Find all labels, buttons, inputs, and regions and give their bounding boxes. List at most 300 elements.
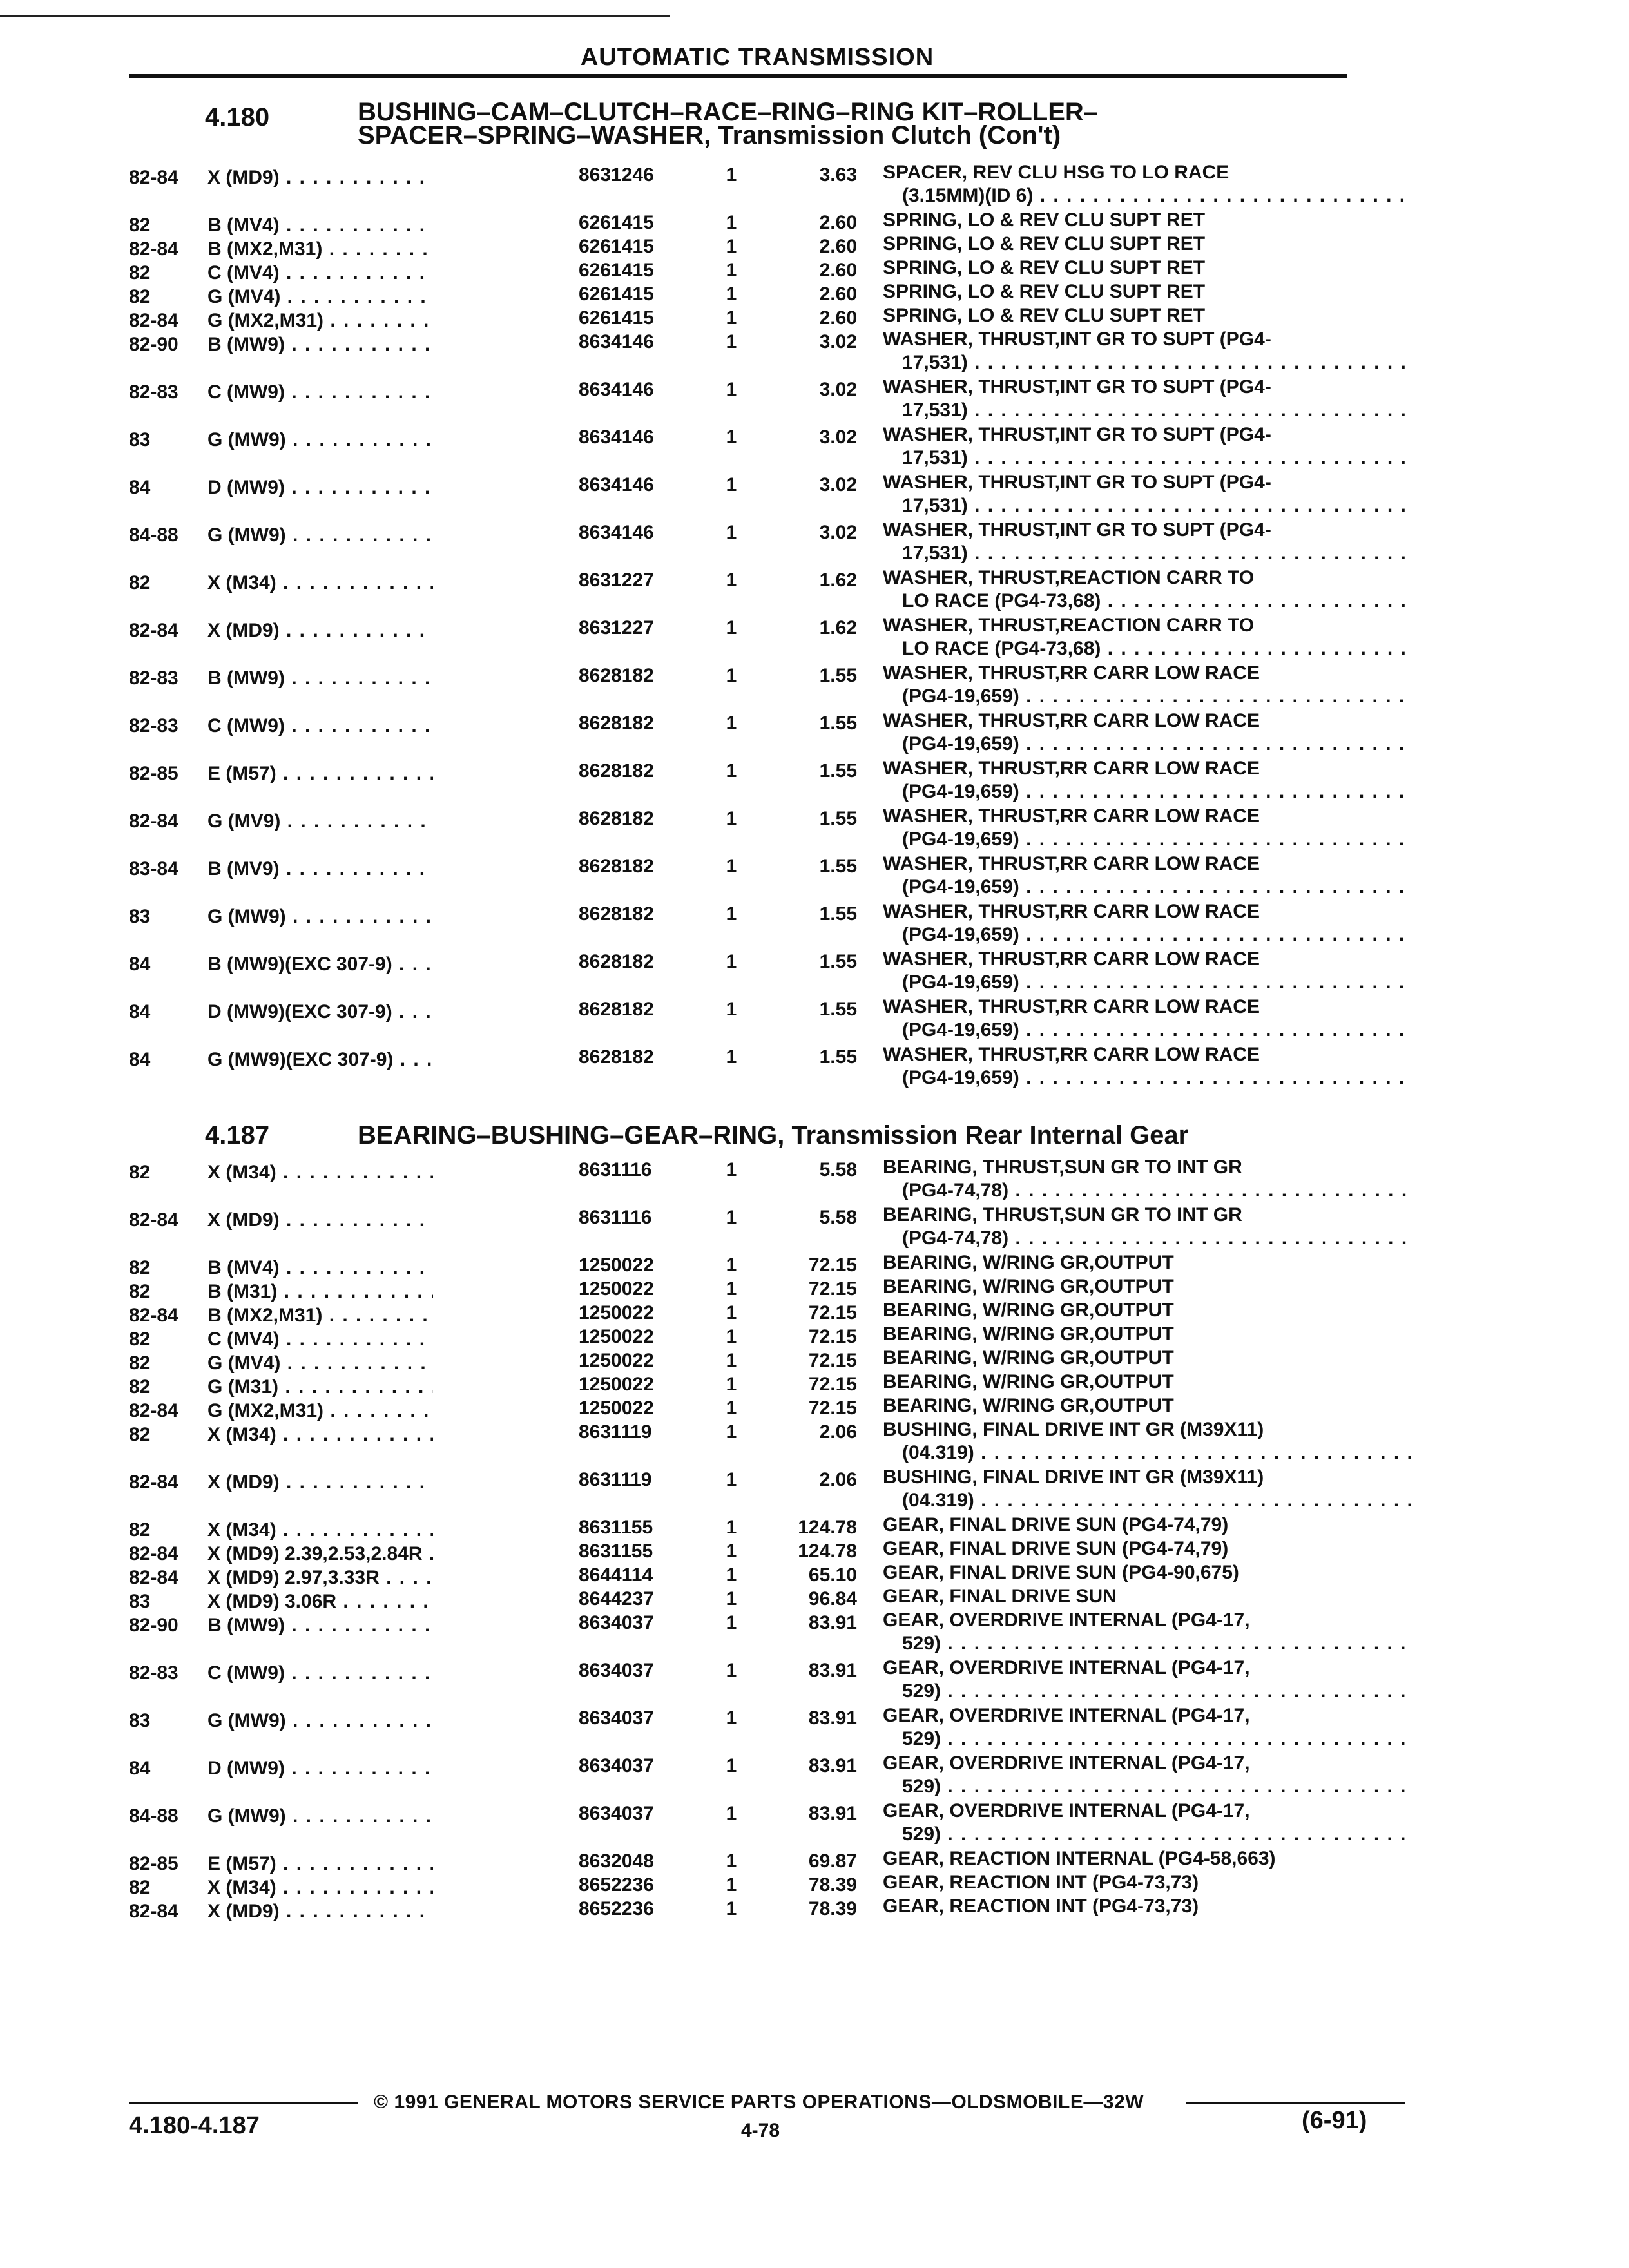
quantity: 1 <box>726 1755 737 1776</box>
list-item <box>129 1850 1411 1874</box>
part-number: 8628182 <box>579 1046 654 1068</box>
description-line2: (PG4-19,659) . . . <box>883 923 1411 947</box>
list-item <box>129 1046 1411 1093</box>
part-number: 8631116 <box>579 1207 652 1228</box>
price: 72.15 <box>808 1278 857 1300</box>
model-code: X (MD9) 2.39,2.53,2.84R . . . <box>207 1542 433 1566</box>
price: 96.84 <box>808 1588 857 1610</box>
list-item <box>129 617 1411 664</box>
part-number: 1250022 <box>579 1350 654 1371</box>
model-year: 82 <box>129 1257 151 1278</box>
list-item <box>129 1659 1411 1707</box>
model-year: 82-84 <box>129 1901 178 1922</box>
description <box>883 1561 1411 1584</box>
quantity: 1 <box>726 665 737 686</box>
model-year: 84-88 <box>129 524 178 546</box>
description <box>883 948 1411 994</box>
price: 3.02 <box>819 427 857 448</box>
price: 124.78 <box>798 1517 857 1538</box>
model-code: G (MW9) . . . <box>207 524 433 547</box>
model-year: 83-84 <box>129 858 178 879</box>
description-line1: SPRING, LO & REV CLU SUPT RET <box>883 257 1206 278</box>
model-code: G (MW9)(EXC 307-9) . . . <box>207 1048 433 1072</box>
quantity: 1 <box>726 1326 737 1347</box>
part-number: 6261415 <box>579 212 654 233</box>
model-year: 82-84 <box>129 310 178 331</box>
quantity: 1 <box>726 856 737 877</box>
model-code: X (MD9) . . . <box>207 1471 433 1494</box>
description-line1: GEAR, FINAL DRIVE SUN (PG4-90,675) <box>883 1562 1239 1583</box>
part-number: 8631227 <box>579 570 654 591</box>
part-number: 8628182 <box>579 665 654 686</box>
quantity: 1 <box>726 307 737 329</box>
price: 1.55 <box>819 665 857 686</box>
price: 1.55 <box>819 951 857 972</box>
model-code: E (M57) . . . <box>207 762 433 785</box>
model-year: 83 <box>129 906 151 927</box>
list-item <box>129 1158 1411 1206</box>
price: 2.60 <box>819 212 857 233</box>
model-year: 82 <box>129 215 151 236</box>
description-line1: WASHER, THRUST,RR CARR LOW RACE <box>883 901 1260 922</box>
description <box>883 1418 1411 1465</box>
part-number: 1250022 <box>579 1302 654 1323</box>
description-line2: (PG4-74,78) . . . <box>883 1227 1411 1250</box>
model-code: B (MX2,M31) . . . <box>207 1304 433 1327</box>
description <box>883 1323 1411 1346</box>
model-code: B (M31) . . . <box>207 1280 433 1303</box>
description-line1: GEAR, REACTION INT (PG4-73,73) <box>883 1872 1199 1893</box>
list-item <box>129 283 1411 307</box>
part-number: 8631155 <box>579 1541 653 1562</box>
model-year: 82-90 <box>129 334 178 355</box>
model-year: 82 <box>129 572 151 593</box>
quantity: 1 <box>726 1278 737 1300</box>
description <box>883 1752 1411 1798</box>
quantity: 1 <box>726 1612 737 1633</box>
list-item <box>129 1302 1411 1325</box>
quantity: 1 <box>726 1207 737 1228</box>
part-number: 8628182 <box>579 808 654 829</box>
model-year: 82-84 <box>129 1567 178 1588</box>
quantity: 1 <box>726 284 737 305</box>
list-item <box>129 1397 1411 1421</box>
description-line1: GEAR, FINAL DRIVE SUN (PG4-74,79) <box>883 1514 1229 1535</box>
description-line2: LO RACE (PG4-73,68) . . . <box>883 590 1411 613</box>
model-year: 82 <box>129 1329 151 1350</box>
quantity: 1 <box>726 1517 737 1538</box>
description-line2: 17,531) . . . <box>883 542 1411 565</box>
description <box>883 614 1411 660</box>
description-line2: (PG4-19,659) . . . <box>883 1019 1411 1042</box>
list-item <box>129 1349 1411 1373</box>
quantity: 1 <box>726 1898 737 1919</box>
model-year: 82-83 <box>129 381 178 403</box>
part-number: 8634146 <box>579 331 654 352</box>
model-year: 82-84 <box>129 1543 178 1564</box>
description-line1: GEAR, OVERDRIVE INTERNAL (PG4-17, <box>883 1610 1250 1631</box>
part-number: 8628182 <box>579 856 654 877</box>
price: 1.55 <box>819 1046 857 1068</box>
model-code: X (MD9) . . . <box>207 1209 433 1232</box>
section-number: 4.187 <box>205 1121 270 1149</box>
part-number: 1250022 <box>579 1326 654 1347</box>
quantity: 1 <box>726 212 737 233</box>
quantity: 1 <box>726 1159 737 1180</box>
quantity: 1 <box>726 331 737 352</box>
footer-page-number: 4-78 <box>741 2120 780 2141</box>
description <box>883 1514 1411 1537</box>
description <box>883 161 1411 207</box>
description-line1: WASHER, THRUST,RR CARR LOW RACE <box>883 853 1260 874</box>
part-number: 8631155 <box>579 1517 653 1538</box>
description <box>883 209 1411 232</box>
price: 3.02 <box>819 379 857 400</box>
description <box>883 709 1411 756</box>
description-line1: WASHER, THRUST,INT GR TO SUPT (PG4- <box>883 519 1271 541</box>
list-item <box>129 331 1411 378</box>
list-item <box>129 712 1411 760</box>
price: 1.55 <box>819 808 857 829</box>
description-line1: BEARING, THRUST,SUN GR TO INT GR <box>883 1157 1242 1178</box>
part-number: 6261415 <box>579 284 654 305</box>
description <box>883 757 1411 803</box>
quantity: 1 <box>726 1374 737 1395</box>
model-code: B (MV4) . . . <box>207 1256 433 1280</box>
description-line1: BEARING, W/RING GR,OUTPUT <box>883 1276 1174 1297</box>
part-number: 8634146 <box>579 474 654 495</box>
model-code: D (MW9) . . . <box>207 1757 433 1780</box>
description-line2: 529) . . . <box>883 1727 1411 1751</box>
model-code: C (MV4) . . . <box>207 1328 433 1351</box>
description-line1: BEARING, W/RING GR,OUTPUT <box>883 1347 1174 1369</box>
price: 3.02 <box>819 331 857 352</box>
part-number: 8634037 <box>579 1803 654 1824</box>
header-rule <box>129 74 1347 78</box>
description-line2: 529) . . . <box>883 1632 1411 1655</box>
part-number: 8632048 <box>579 1850 654 1872</box>
price: 1.55 <box>819 999 857 1020</box>
model-code: B (MW9) . . . <box>207 667 433 690</box>
description-line1: WASHER, THRUST,RR CARR LOW RACE <box>883 1044 1260 1065</box>
price: 2.06 <box>819 1469 857 1490</box>
description-line1: WASHER, THRUST,INT GR TO SUPT (PG4- <box>883 376 1271 398</box>
section-title-line1: BUSHING–CAM–CLUTCH–RACE–RING–RING KIT–ROLLER– <box>358 98 1099 126</box>
description-line2: 17,531) . . . <box>883 494 1411 517</box>
description-line1: WASHER, THRUST,REACTION CARR TO <box>883 615 1255 636</box>
quantity: 1 <box>726 1350 737 1371</box>
section-4-187 <box>129 1121 1411 1921</box>
description-line1: SPRING, LO & REV CLU SUPT RET <box>883 233 1206 255</box>
list-item <box>129 855 1411 903</box>
description-line1: WASHER, THRUST,RR CARR LOW RACE <box>883 662 1260 684</box>
footer-date: (6-91) <box>1302 2107 1367 2134</box>
footer-rule-left <box>129 2102 358 2104</box>
description-line2: LO RACE (PG4-73,68) . . . <box>883 637 1411 660</box>
part-number: 8631119 <box>579 1421 652 1443</box>
price: 83.91 <box>808 1660 857 1681</box>
footer-rule-right <box>1186 2102 1405 2104</box>
description <box>883 1299 1411 1322</box>
model-code: X (MD9) . . . <box>207 166 433 189</box>
description <box>883 1657 1411 1703</box>
description <box>883 304 1411 327</box>
price: 1.55 <box>819 856 857 877</box>
model-code: B (MV4) . . . <box>207 214 433 237</box>
part-number: 8634146 <box>579 522 654 543</box>
description <box>883 1871 1411 1894</box>
model-code: X (MD9) . . . <box>207 619 433 642</box>
description-line2: 17,531) . . . <box>883 399 1411 422</box>
model-code: B (MW9)(EXC 307-9) . . . <box>207 953 433 976</box>
list-item <box>129 1278 1411 1302</box>
model-year: 84 <box>129 1001 151 1023</box>
description <box>883 1847 1411 1870</box>
list-item <box>129 1421 1411 1468</box>
list-item <box>129 164 1411 211</box>
part-number: 8631246 <box>579 164 654 186</box>
description-line1: BEARING, W/RING GR,OUTPUT <box>883 1323 1174 1345</box>
model-year: 82 <box>129 1376 151 1398</box>
model-year: 82-85 <box>129 763 178 784</box>
description <box>883 423 1411 470</box>
price: 83.91 <box>808 1755 857 1776</box>
description-line1: WASHER, THRUST,RR CARR LOW RACE <box>883 805 1260 827</box>
quantity: 1 <box>726 1254 737 1276</box>
quantity: 1 <box>726 808 737 829</box>
list-item <box>129 760 1411 807</box>
description-line2: (04.319) . . . <box>883 1489 1411 1512</box>
model-year: 82-84 <box>129 1305 178 1326</box>
part-number: 8628182 <box>579 713 654 734</box>
model-code: D (MW9) . . . <box>207 476 433 499</box>
list-item <box>129 569 1411 617</box>
description-line1: WASHER, THRUST,INT GR TO SUPT (PG4- <box>883 472 1271 493</box>
part-number: 8631227 <box>579 617 654 639</box>
list-item <box>129 211 1411 235</box>
description <box>883 662 1411 708</box>
quantity: 1 <box>726 1398 737 1419</box>
model-code: C (MV4) . . . <box>207 262 433 285</box>
model-year: 82 <box>129 1281 151 1302</box>
part-number: 8634146 <box>579 379 654 400</box>
price: 69.87 <box>808 1850 857 1872</box>
description <box>883 566 1411 613</box>
price: 1.55 <box>819 903 857 925</box>
model-year: 84 <box>129 954 151 975</box>
description <box>883 995 1411 1042</box>
part-number: 8628182 <box>579 951 654 972</box>
model-year: 84-88 <box>129 1805 178 1827</box>
part-number: 8628182 <box>579 999 654 1020</box>
model-code: G (MW9) . . . <box>207 1805 433 1828</box>
price: 72.15 <box>808 1254 857 1276</box>
list-item <box>129 307 1411 331</box>
list-item <box>129 1754 1411 1802</box>
description <box>883 1609 1411 1655</box>
quantity: 1 <box>726 1707 737 1729</box>
model-code: X (M34) . . . <box>207 1876 433 1899</box>
quantity: 1 <box>726 713 737 734</box>
model-year: 82-84 <box>129 167 178 188</box>
list-item <box>129 235 1411 259</box>
description-line1: GEAR, REACTION INT (PG4-73,73) <box>883 1896 1199 1917</box>
model-year: 82 <box>129 1877 151 1898</box>
description-line1: GEAR, REACTION INTERNAL (PG4-58,663) <box>883 1848 1276 1869</box>
list-item <box>129 1564 1411 1588</box>
price: 1.55 <box>819 713 857 734</box>
description <box>883 1370 1411 1394</box>
model-year: 82 <box>129 1424 151 1445</box>
list-item <box>129 950 1411 998</box>
description-line1: BEARING, THRUST,SUN GR TO INT GR <box>883 1204 1242 1225</box>
description <box>883 328 1411 374</box>
price: 78.39 <box>808 1898 857 1919</box>
price: 72.15 <box>808 1326 857 1347</box>
description-line1: WASHER, THRUST,RR CARR LOW RACE <box>883 996 1260 1017</box>
model-year: 82-83 <box>129 668 178 689</box>
list-item <box>129 1254 1411 1278</box>
model-code: X (MD9) 3.06R . . . <box>207 1590 433 1613</box>
price: 1.62 <box>819 617 857 639</box>
price: 2.60 <box>819 284 857 305</box>
description-line1: GEAR, OVERDRIVE INTERNAL (PG4-17, <box>883 1657 1250 1678</box>
part-number: 8634037 <box>579 1707 654 1729</box>
list-item <box>129 474 1411 521</box>
quantity: 1 <box>726 1803 737 1824</box>
model-code: C (MW9) . . . <box>207 1662 433 1685</box>
price: 3.02 <box>819 522 857 543</box>
model-year: 82-84 <box>129 1209 178 1231</box>
description-line1: WASHER, THRUST,INT GR TO SUPT (PG4- <box>883 424 1271 445</box>
description-line2: (PG4-19,659) . . . <box>883 828 1411 851</box>
part-number: 1250022 <box>579 1374 654 1395</box>
model-year: 82 <box>129 262 151 284</box>
part-number: 8652236 <box>579 1874 654 1896</box>
description-line1: BEARING, W/RING GR,OUTPUT <box>883 1371 1174 1392</box>
quantity: 1 <box>726 522 737 543</box>
quantity: 1 <box>726 617 737 639</box>
model-year: 82-84 <box>129 811 178 832</box>
part-number: 8634037 <box>579 1660 654 1681</box>
price: 1.62 <box>819 570 857 591</box>
price: 2.60 <box>819 260 857 281</box>
price: 83.91 <box>808 1803 857 1824</box>
quantity: 1 <box>726 1588 737 1610</box>
description-line2: (PG4-19,659) . . . <box>883 1066 1411 1090</box>
list-item <box>129 1802 1411 1850</box>
description <box>883 256 1411 280</box>
price: 5.58 <box>819 1159 857 1180</box>
model-year: 82 <box>129 1519 151 1541</box>
description <box>883 805 1411 851</box>
description-line2: 529) . . . <box>883 1680 1411 1703</box>
list-item <box>129 1874 1411 1898</box>
section-title-line1: BEARING–BUSHING–GEAR–RING, Transmission Rear Internal Gear <box>358 1121 1189 1149</box>
model-year: 84 <box>129 1049 151 1070</box>
description <box>883 1537 1411 1561</box>
part-number: 8634146 <box>579 427 654 448</box>
description <box>883 1251 1411 1274</box>
model-year: 82-85 <box>129 1853 178 1874</box>
description <box>883 376 1411 422</box>
description-line1: WASHER, THRUST,RR CARR LOW RACE <box>883 710 1260 731</box>
part-number: 8644114 <box>579 1564 653 1586</box>
description-line1: WASHER, THRUST,RR CARR LOW RACE <box>883 948 1260 970</box>
price: 2.60 <box>819 307 857 329</box>
part-number: 1250022 <box>579 1254 654 1276</box>
section-title-line2: SPACER–SPRING–WASHER, Transmission Clutch (Con't) <box>358 121 1061 149</box>
price: 3.02 <box>819 474 857 495</box>
page-header <box>129 44 1347 78</box>
description <box>883 1204 1411 1250</box>
model-year: 82 <box>129 1162 151 1183</box>
model-year: 82-83 <box>129 1662 178 1684</box>
quantity: 1 <box>726 1564 737 1586</box>
description-line1: GEAR, OVERDRIVE INTERNAL (PG4-17, <box>883 1753 1250 1774</box>
model-year: 83 <box>129 1591 151 1612</box>
part-number: 6261415 <box>579 236 654 257</box>
description <box>883 233 1411 256</box>
model-year: 82-84 <box>129 1400 178 1421</box>
price: 3.63 <box>819 164 857 186</box>
quantity: 1 <box>726 1469 737 1490</box>
description-line2: (04.319) . . . <box>883 1441 1411 1465</box>
price: 124.78 <box>798 1541 857 1562</box>
description-line2: (PG4-19,659) . . . <box>883 685 1411 708</box>
model-code: C (MW9) . . . <box>207 381 433 404</box>
list-item <box>129 1468 1411 1516</box>
model-code: E (M57) . . . <box>207 1852 433 1876</box>
description-line1: BUSHING, FINAL DRIVE INT GR (M39X11) <box>883 1466 1264 1488</box>
description <box>883 1394 1411 1418</box>
price: 72.15 <box>808 1374 857 1395</box>
model-code: G (MW9) . . . <box>207 428 433 452</box>
quantity: 1 <box>726 903 737 925</box>
quantity: 1 <box>726 474 737 495</box>
quantity: 1 <box>726 760 737 782</box>
part-number: 8631119 <box>579 1469 652 1490</box>
model-code: B (MX2,M31) . . . <box>207 238 433 261</box>
part-number: 8644237 <box>579 1588 654 1610</box>
description-line1: GEAR, FINAL DRIVE SUN <box>883 1586 1117 1607</box>
description-line2: (PG4-19,659) . . . <box>883 733 1411 756</box>
model-code: X (M34) . . . <box>207 1519 433 1542</box>
footer-section-range: 4.180-4.187 <box>129 2112 260 2139</box>
model-year: 82-83 <box>129 715 178 736</box>
list-item <box>129 378 1411 426</box>
model-year: 82 <box>129 1352 151 1374</box>
price: 5.58 <box>819 1207 857 1228</box>
list-item <box>129 903 1411 950</box>
part-number: 1250022 <box>579 1278 654 1300</box>
list-item <box>129 1325 1411 1349</box>
description-line1: SPACER, REV CLU HSG TO LO RACE <box>883 162 1229 183</box>
price: 72.15 <box>808 1302 857 1323</box>
list-item <box>129 1898 1411 1921</box>
model-year: 83 <box>129 429 151 450</box>
price: 1.55 <box>819 760 857 782</box>
model-code: G (MV4) . . . <box>207 285 433 309</box>
price: 83.91 <box>808 1707 857 1729</box>
part-number: 8628182 <box>579 760 654 782</box>
description <box>883 280 1411 303</box>
model-year: 84 <box>129 477 151 498</box>
price: 78.39 <box>808 1874 857 1896</box>
model-year: 84 <box>129 1758 151 1779</box>
list-item <box>129 259 1411 283</box>
quantity: 1 <box>726 1874 737 1896</box>
